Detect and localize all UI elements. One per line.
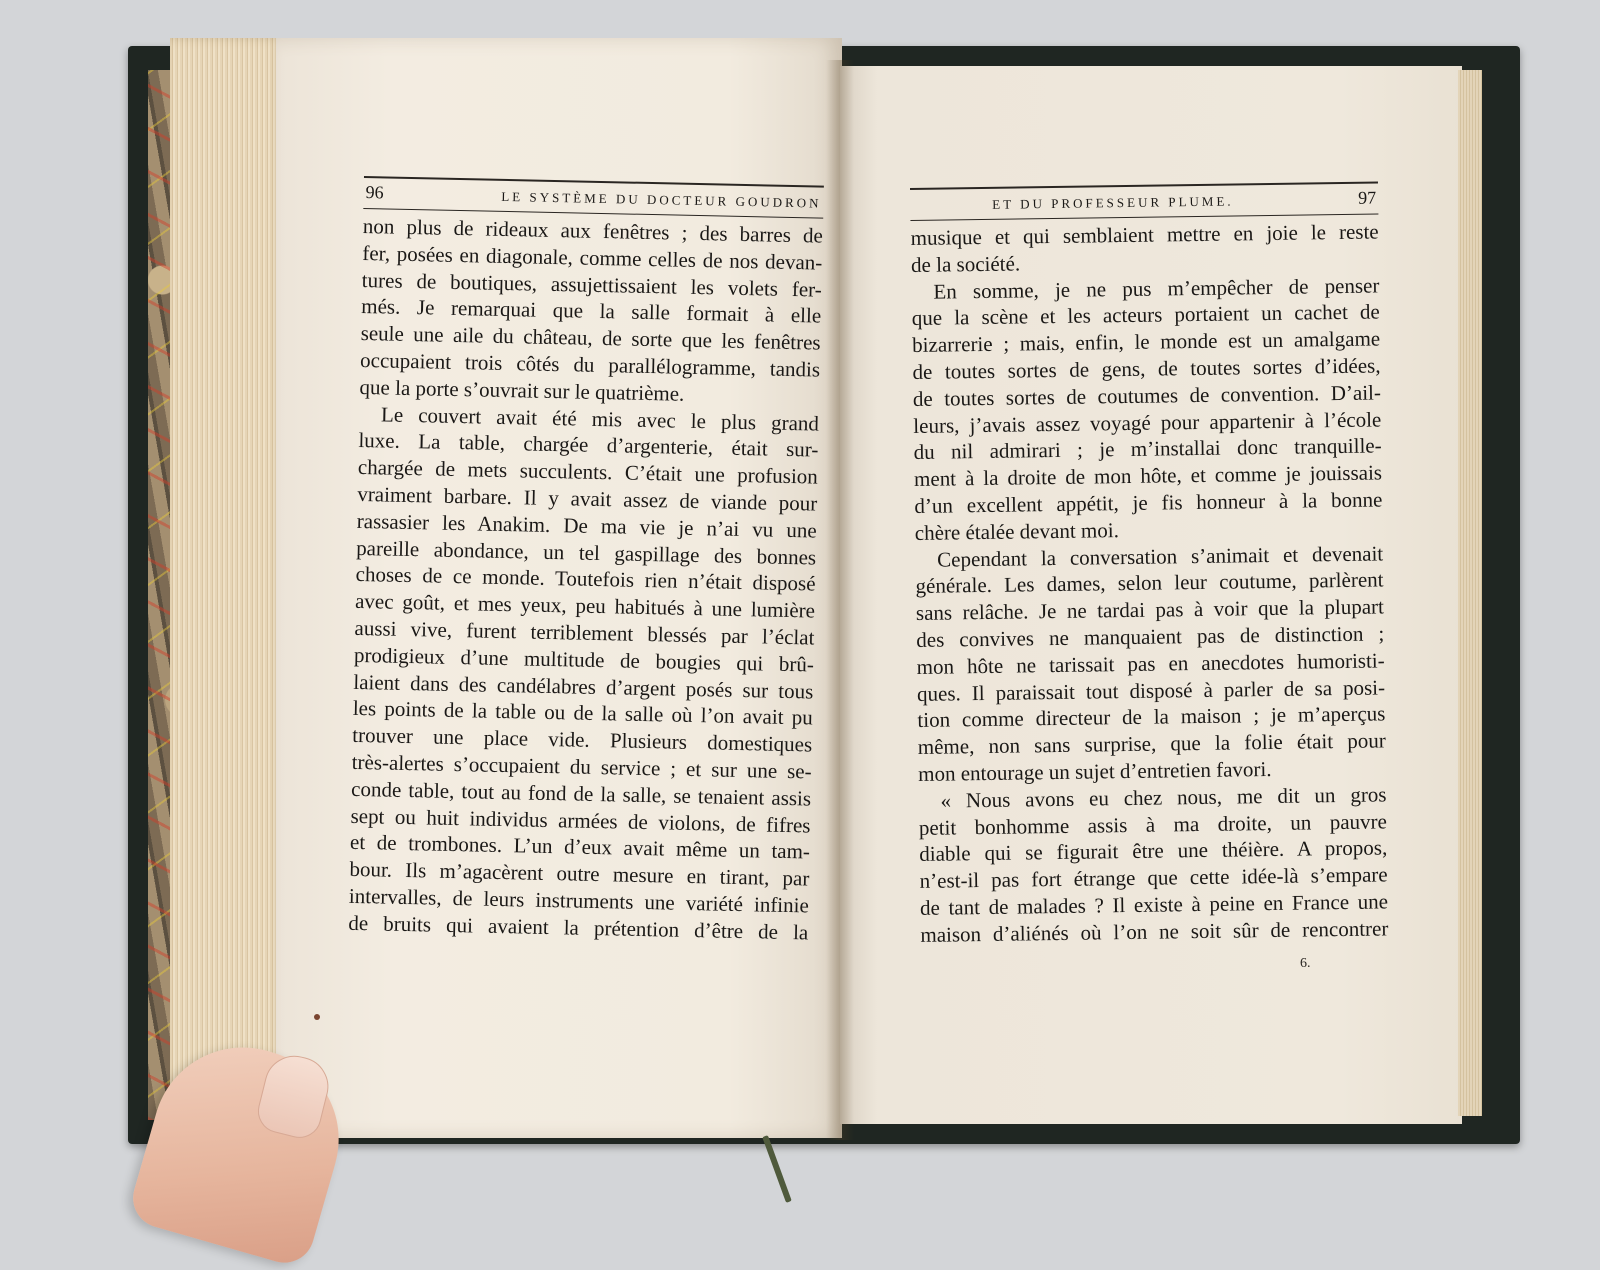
- text-line: aussi vive, furent terriblement blessés par l’éclat: [354, 615, 815, 650]
- text-line: seule une aile du château, de sorte que les fenêtres: [360, 321, 821, 355]
- text-line: n’est-il pas fort étrange que cette idée-là s’empare: [919, 862, 1388, 894]
- text-line: Le couvert avait été mis avec le plus grand: [380, 401, 820, 436]
- text-line: de toutes sortes de gens, de toutes sortes d’idées,: [912, 353, 1381, 384]
- text-line: de la société.: [910, 251, 1021, 277]
- book-gutter: [826, 60, 854, 1140]
- text-line: chargée de mets succulents. C’était une profusion: [357, 455, 819, 489]
- text-line: même, non sans surprise, que la folie était pour: [917, 728, 1386, 760]
- text-line: conde table, tout au fond de la salle, se tenaient assis: [350, 776, 812, 811]
- text-line: choses de ce monde. Toutefois rien n’était disposé: [355, 562, 816, 596]
- text-line: En somme, je ne pus m’empêcher de penser: [933, 273, 1380, 304]
- right-page-text: [910, 181, 1389, 948]
- right-running-title: ET DU PROFESSEUR PLUME.: [992, 193, 1234, 212]
- text-line: prodigieux d’une multitude de bougies qui brû-: [353, 642, 815, 677]
- text-line: intervalles, de leurs instruments une variété infinie: [348, 883, 810, 918]
- right-page-edges: [1458, 70, 1482, 1116]
- text-line: pareille abondance, un tel gaspillage des bonnes: [355, 535, 817, 570]
- paper-speck: [314, 1014, 320, 1020]
- text-line: rassasier les Anakim. De ma vie je n’ai vu une: [356, 508, 817, 543]
- text-line: chère étalée devant moi.: [914, 517, 1120, 545]
- text-line: bizarrerie ; mais, enfin, le monde est un amalgame: [912, 326, 1381, 358]
- text-line: vraiment barbare. Il y avait assez de viande pour: [357, 481, 818, 516]
- text-line: ques. Il paraissait tout disposé à parler de sa posi-: [916, 674, 1386, 706]
- text-line: et de trombones. L’un d’eux avait même un tam-: [349, 830, 811, 864]
- text-line: petit bonhomme assis à ma droite, un pauvre: [918, 808, 1388, 840]
- text-line: que la scène et les acteurs portaient un cachet de: [911, 299, 1380, 331]
- text-line: bour. Ils m’agacèrent outre mesure en tirant, par: [349, 856, 810, 891]
- text-line: de toutes sortes de coutumes de convention. D’ail-: [912, 380, 1382, 411]
- text-line: les points de la table ou de la salle où l’on avait pu: [352, 696, 814, 730]
- left-page-edges: [170, 38, 284, 1120]
- text-line: trouver une place vide. Plusieurs domestiques: [352, 723, 813, 757]
- text-line: sept ou huit individus armées de violons, de fifres: [350, 803, 811, 838]
- text-line: que la porte s’ouvrait sur le quatrième.: [359, 374, 685, 406]
- text-line: Cependant la conversation s’animait et devenait: [937, 540, 1384, 572]
- text-line: sans relâche. Je ne tardai pas à voir que la plupart: [915, 594, 1385, 626]
- text-line: générale. Les dames, selon leur coutume, parlèrent: [915, 567, 1384, 599]
- signature-mark: 6.: [1300, 956, 1311, 971]
- text-line: maison d’aliénés où l’on ne soit sûr de rencontrer: [920, 916, 1389, 947]
- text-line: des convives ne manquaient pas de distinction ;: [916, 621, 1385, 652]
- text-line: mon entourage un sujet d’entretien favori.: [918, 756, 1272, 786]
- text-line: laient dans des candélabres d’argent posés sur tous: [353, 669, 814, 704]
- text-line: « Nous avons eu chez nous, me dit un gros: [940, 782, 1387, 813]
- right-page-number: 97: [1358, 187, 1377, 208]
- text-line: du nil admirari ; je m’installai donc tranquille-: [913, 433, 1382, 465]
- left-running-title: LE SYSTÈME DU DOCTEUR GOUDRON: [501, 188, 822, 211]
- text-line: mon hôte ne tarissait pas en anecdotes humoristi-: [916, 648, 1385, 679]
- text-line: luxe. La table, chargée d’argenterie, était sur-: [358, 428, 819, 462]
- text-line: avec goût, et mes yeux, peu habitués à une lumière: [354, 589, 816, 623]
- text-line: d’un excellent appétit, je fis honneur à la bonne: [914, 487, 1383, 518]
- text-line: très-alertes s’occupaient du service ; et sur une se-: [351, 749, 812, 784]
- text-line: leurs, j’avais assez voyagé pour appartenir à l’école: [913, 407, 1382, 438]
- text-line: tures de boutiques, assujettissaient les volets fer-: [361, 267, 822, 302]
- left-page-text: [348, 176, 824, 946]
- text-line: de bruits qui avaient la prétention d’être de la: [348, 910, 809, 945]
- left-page-number: 96: [365, 182, 384, 203]
- text-line: ment à la droite de mon hôte, et comme je jouissais: [913, 460, 1383, 492]
- text-line: més. Je remarquai que la salle formait à elle: [361, 294, 822, 328]
- text-line: musique et qui semblaient mettre en joie le reste: [910, 219, 1379, 250]
- text-line: fer, posées en diagonale, comme celles de nos devan-: [362, 240, 823, 275]
- ribbon-bookmark: [762, 1135, 792, 1203]
- text-line: occupaient trois côtés du parallélogramme, tandis: [359, 347, 821, 382]
- text-line: de tant de malades ? Il existe à peine en France une: [919, 889, 1389, 920]
- text-line: tion comme directeur de la maison ; je m’aperçus: [917, 701, 1386, 733]
- text-line: non plus de rideaux aux fenêtres ; des barres de: [362, 213, 824, 248]
- right-running-head: [910, 181, 1378, 221]
- text-line: diable qui se figurait être une théière. A propos,: [919, 835, 1388, 867]
